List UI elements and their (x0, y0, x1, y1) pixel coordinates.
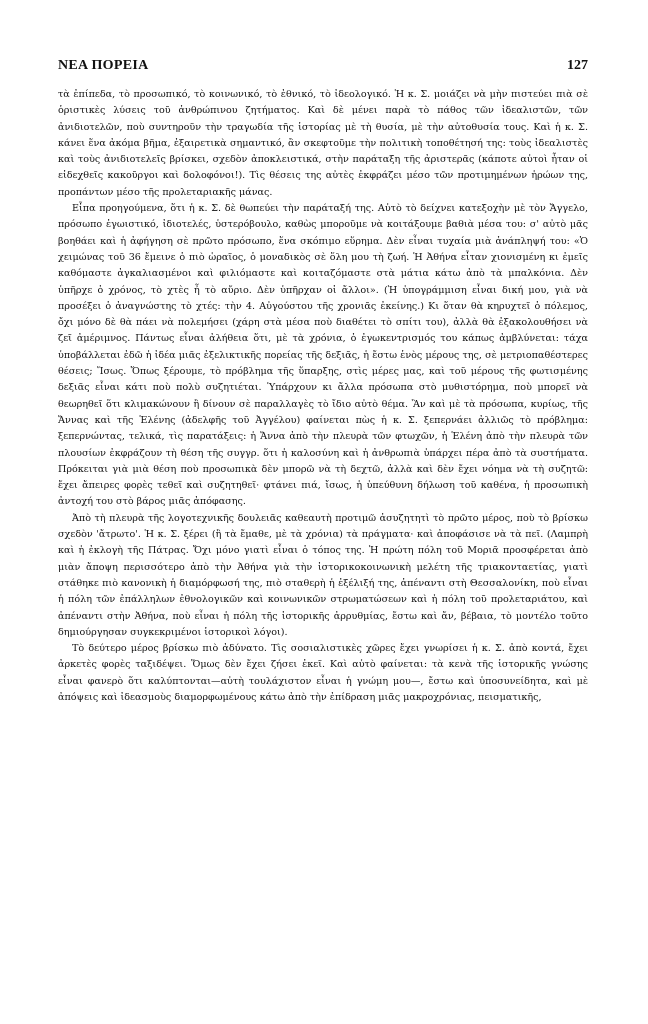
page-header (58, 58, 588, 78)
paragraph-2: Εἶπα προηγούμενα, ὅτι ἡ κ. Σ. δὲ θωπεύει τὴν παράταξή της. Αὐτὸ τὸ δείχνει κατεξοχὴν μὲ τὸν Ἄγγελο, πρόσωπο ἐγωιστικό, ἰδιοτελές, ὑστερόβουλο, καθὼς μποροῦμε νὰ κοιτάξουμε βαθιὰ μέσα του: σ' αὐτὸ μᾶς βοηθάει καὶ ἡ ἀφήγηση σὲ πρῶτο πρόσωπο, ἕνα σκόπιμο εὕρημα. Δὲν εἶναι τυχαία μιὰ ἀνάπληψή του: «Ὁ χειμώνας τοῦ 36 ἔμεινε ὁ πιὸ ὡραῖος, ὁ μοναδικὸς σὲ ὅλη μου τὴ ζωή. Ἡ Ἀθήνα εἶταν χιονισμένη κι ἐμεῖς καθόμαστε ἀγκαλιασμένοι καὶ φιλιόμαστε καὶ κοιταζόμαστε στὰ μάτια κάτω ἀπὸ τὰ μπαλκόνια. Δὲν ὑπῆρχε ὁ χρόνος, τὸ χτὲς ἦ τὸ αὔριο. Δὲν ὑπῆρχαν οἱ ἄλλοι». (Ἡ ὑπογράμμιση εἶναι δική μου, γιὰ νὰ προσέξει ὁ ἀναγνώστης τὸ χτές: τὴν 4. Αὐγούστου τῆς χρονιᾶς ἐκείνης.) Κι ὅταν θὰ κηρυχτεῖ ὁ πόλεμος, ὄχι μόνο δὲ θὰ πάει νὰ πολεμήσει (χάρη στὰ μέσα ποὺ διαθέτει τὸ σπίτι του), ἀλλὰ θὰ ἐξακολουθήσει νὰ ζεῖ ἀμέριμνος. Πάντως εἶναι ἀλήθεια ὅτι, μὲ τὰ χρόνια, ὁ ἐγωκεντρισμός του κάπως ἀμβλύνεται: τάχα ὑποβάλλεται ἐδῶ ἡ ἰδέα μιᾶς ἐξελικτικῆς πορείας τῆς δεξιᾶς, ἡ ἔστω ἑνὸς μέρους της, σὲ μετριοπαθέστερες θέσεις; Ἴσως. Ὅπως ξέρουμε, τὸ πρόβλημα τῆς ὕπαρξης, στὶς μέρες μας, καὶ τοῦ μέρους τῆς φωτισμένης δεξιᾶς εἶναι κάτι ποὺ πολὺ συζητιέται. Ὑπάρχουν κι ἄλλα πρόσωπα στὸ μυθιστόρημα, ποὺ μπορεῖ νὰ θεωρηθεῖ ὅτι κλιμακώνουν ἢ δίνουν σὲ παραλλαγὲς τὸ ἴδιο αὐτὸ θέμα. Ἂν καὶ μὲ τὰ πρόσωπα, κυρίως, τῆς Ἄννας καὶ τῆς Ἑλένης (ἀδελφῆς τοῦ Ἀγγέλου) φαίνεται πὼς ἡ κ. Σ. ξεπερνάει ἀλλιῶς τὸ πρόβλημα: ξεπερνώντας, τελικά, τὶς παρατάξεις: ἡ Ἄννα ἀπὸ τὴν πλευρὰ τῶν φτωχῶν, ἡ Ἑλένη ἀπὸ τὴν πλευρὰ τῶν πλουσίων ἐκφράζουν τὴ θέση τῆς συγγρ. ὅτι ἡ καλοσύνη καὶ ἡ ἀνθρωπιὰ ὑπάρχει πέρα ἀπὸ τὰ συστήματα. Πρόκειται γιὰ μιὰ θέση ποὺ προσωπικὰ δὲν μπορῶ νὰ τὴ δεχτῶ, ἀλλὰ καὶ δὲν ἔχει νόημα νὰ τὴ συζητῶ: ἔχει ἄπειρες φορὲς τεθεῖ καὶ συζητηθεῖ· φτάνει πιά, ἴσως, ἡ ὑπεύθυνη δήλωση τοῦ καθένα, ἡ προσωπικὴ ἀντοχή του στὸ βάρος μιᾶς ἀπόφασης. (58, 203, 588, 508)
body-text (58, 87, 588, 988)
running-title: ΝΕΑ ΠΟΡΕΙΑ (58, 58, 149, 73)
paragraph-4: Τὸ δεύτερο μέρος βρίσκω πιὸ ἀδύνατο. Τὶς σοσιαλιστικὲς χῶρες ἔχει γνωρίσει ἡ κ. Σ. ἀπὸ κοντά, ἔχει ἀρκετὲς φορὲς ταξιδέψει. Ὅμως δὲν ἔχει ζήσει ἐκεῖ. Καὶ αὐτὸ φαίνεται: τὰ κενὰ τῆς ἱστορικῆς γνώσης εἶναι φανερὸ ὅτι καλύπτονται—αὐτὴ τουλάχιστον εἶναι ἡ γνώμη μου—, ἔστω καὶ ὑποσυνείδητα, καὶ μὲ ἀπόψεις καὶ ἰδεασμοὺς διαμορφωμένους κάτω ἀπὸ τὴν ἐπίδραση μιᾶς μακροχρόνιας, πεισματικῆς, (58, 643, 588, 703)
page-number: 127 (567, 58, 588, 73)
paragraph-1: τὰ ἐπίπεδα, τὸ προσωπικό, τὸ κοινωνικό, τὸ ἐθνικό, τὸ ἰδεολογικό. Ἡ κ. Σ. μοιάζει νὰ μὴν πιστεύει πιὰ σὲ ὁριστικὲς λύσεις τοῦ ἀνθρώπινου ζητήματος. Καὶ δὲ μένει παρὰ τὸ πάθος τῶν ἰδεαλιστῶν, τῶν ἀνιδιοτελῶν, ποὺ συντηροῦν τὴν τραγωδία τῆς ἱστορίας μὲ τὴ θυσία, μὲ τὴν αὐτοθυσία τους. Καὶ ἡ κ. Σ. κάνει ἕνα ἀκόμα βῆμα, ἐξαιρετικὰ σημαντικό, ἂν σκεφτοῦμε τὴν πολιτικὴ τοποθέτησή της: τοὺς ἰδεαλιστὲς καὶ τοὺς ἀνιδιοτελεῖς βρίσκει, σχεδὸν ἀποκλειστικά, στὴν παράταξη τῆς ἀριστερᾶς (κάποτε αὐτοὶ ἦταν οἱ εἰδεχθεῖς κακοῦργοι καὶ δολοφόνοι!). Τὶς θέσεις της αὐτὲς ἐκφράζει μέσο τῶν προτιμημένων ἡρώων της, προπάντων μέσο τῆς προλεταριακῆς μάνας. (58, 89, 588, 198)
paragraph-3: Ἀπὸ τὴ πλευρὰ τῆς λογοτεχνικῆς δουλειᾶς καθεαυτὴ προτιμῶ ἀσυζητητὶ τὸ πρῶτο μέρος, ποὺ τὸ βρίσκω σχεδὸν 'ἄτρωτο'. Ἡ κ. Σ. ξέρει (ἢ τὰ ἔμαθε, μὲ τὰ χρόνια) τὰ πράγματα· καὶ ἀποφάσισε νὰ τὰ πεῖ. (Λαμπρὴ καὶ ἡ ἐκλογὴ τῆς Πάτρας. Ὄχι μόνο γιατὶ εἶναι ὁ τόπος της. Ἡ πρώτη πόλη τοῦ Μοριᾶ προσφέρεται ἀπὸ μιὰν ἄποψη περισσότερο ἀπὸ τὴν Ἀθήνα γιὰ τὴν ἱστορικοκοινωνικὴ μελέτη τῆς τριακονταετίας, γιατὶ στάθηκε πιὸ κανονικὴ ἡ διαμόρφωσή της, πιὸ σταθερὴ ἡ ἐξέλιξή της, ἀπέναντι στὴ Θεσσαλονίκη, ποὺ εἶναι ἡ πόλη τῶν ἐπάλληλων ἐθνολογικῶν καὶ κοινωνικῶν στρωματώσεων καὶ ἡ πόλη τοῦ προλεταριάτου, καὶ ἀπέναντι στὴν Ἀθήνα, ποὺ εἶναι ἡ πόλη τῆς ἱστορικῆς ἀρρυθμίας, ἔστω καὶ ἄν, βέβαια, τὸ μοντέλο τοῦτο δημιούργησαν συγκεκριμένοι ἱστορικοὶ λόγοι). (58, 512, 588, 638)
